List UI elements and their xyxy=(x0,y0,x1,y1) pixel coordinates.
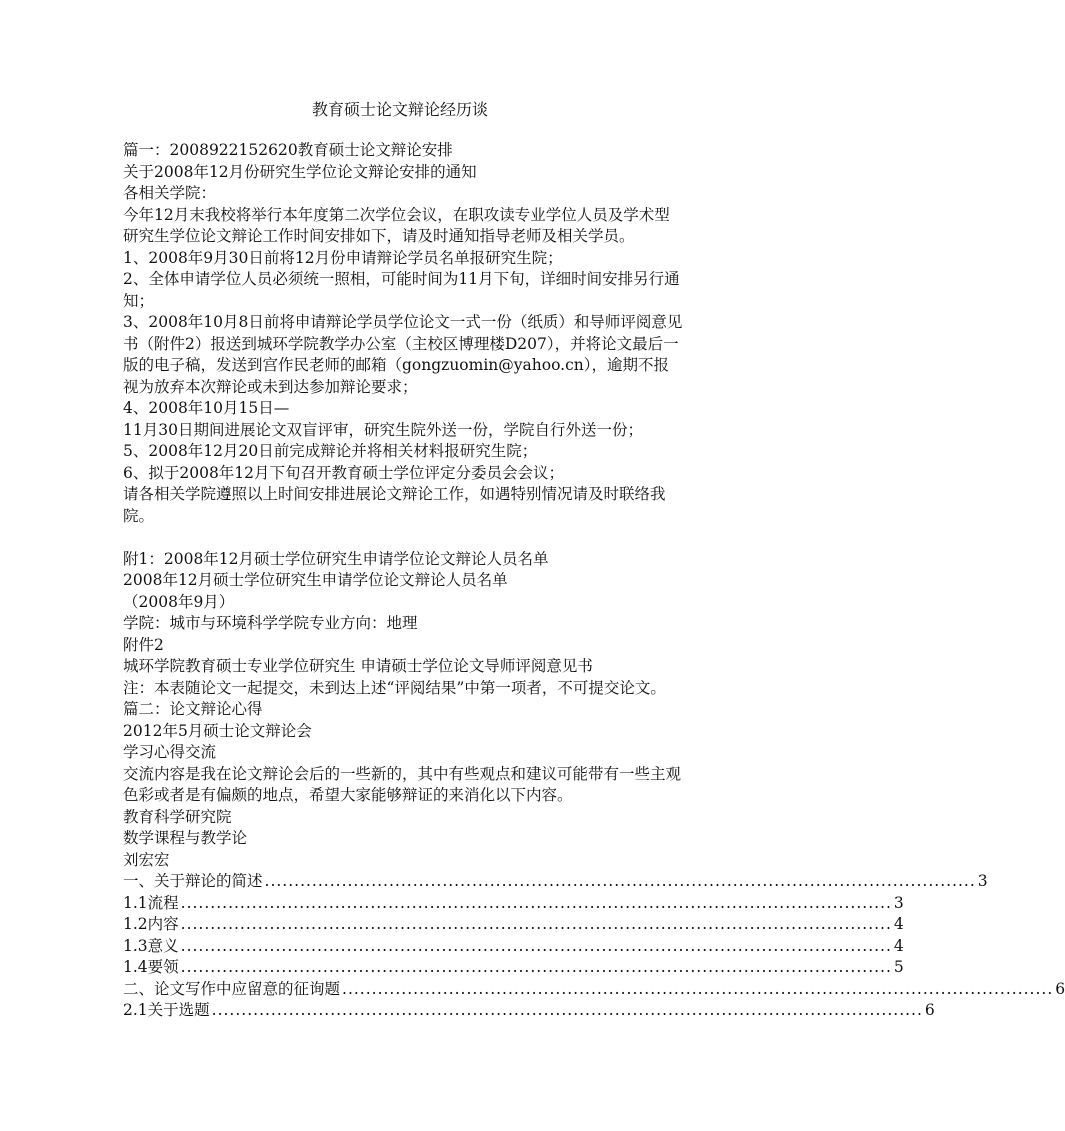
toc-label: 二、论文写作中应留意的征询题 xyxy=(123,979,341,998)
toc-label: 1.2内容 xyxy=(123,915,179,933)
toc-page: 5 xyxy=(893,958,904,976)
list-item-1: 1、2008年9月30日前将12月份申请辩论学员名单报研究生院； xyxy=(123,248,563,267)
notice-title: 关于2008年12月份研究生学位论文辩论安排的通知 xyxy=(123,162,477,181)
salutation: 各相关学院： xyxy=(123,184,217,202)
attachment-1-school: 学院：城市与环境科学学院专业方向：地理 xyxy=(123,614,418,632)
institution: 教育科学研究院 xyxy=(123,807,232,826)
part2-paragraph: 交流内容是我在论文辩论会后的一些新的，其中有些观点和建议可能带有一些主观色彩或者是有偏颇的地点，希望大家能够辩证的来消化以下内容。 xyxy=(123,764,682,804)
toc-page: 4 xyxy=(893,915,904,933)
toc-entry xyxy=(123,957,904,979)
attachment-2-note: 注：本表随论文一起提交，未到达上述“评阅结果”中第一项者，不可提交论文。 xyxy=(123,678,666,697)
document-title: 教育硕士论文辩论经历谈 xyxy=(311,100,488,119)
toc-page: 6 xyxy=(1055,979,1065,998)
major: 数学课程与教学论 xyxy=(123,829,248,847)
author: 刘宏宏 xyxy=(123,850,170,869)
toc-leader: ........................................................................................................................ xyxy=(342,979,1054,998)
list-item-2: 2、全体申请学位人员必须统一照相，可能时间为11月下旬，详细时间安排另行通知； xyxy=(123,270,680,310)
part2-heading: 篇二：论文辩论心得 xyxy=(123,700,263,718)
toc-entry xyxy=(123,914,904,936)
toc-leader: ........................................................................................................................ xyxy=(264,872,976,890)
toc-leader: ........................................................................................................................ xyxy=(180,958,892,976)
toc-label: 1.3意义 xyxy=(123,936,179,955)
attachment-2-title: 城环学院教育硕士专业学位研究生 申请硕士学位论文导师评阅意见书 xyxy=(123,657,593,675)
attachment-1-title: 2008年12月硕士学位研究生申请学位论文辩论人员名单 xyxy=(123,571,508,589)
toc-label: 1.1流程 xyxy=(123,893,179,912)
intro-paragraph: 今年12月末我校将举行本年度第二次学位会议，在职攻读专业学位人员及学术型研究生学位论文辩论工作时间安排如下，请及时通知指导老师及相关学员。 xyxy=(123,205,670,245)
part2-subtitle-1: 2012年5月硕士论文辩论会 xyxy=(123,721,312,740)
attachment-1-date: （2008年9月） xyxy=(123,592,235,611)
attachment-2: 附件2 xyxy=(123,635,164,654)
toc-entry xyxy=(123,893,904,915)
toc-label: 1.4要领 xyxy=(123,958,179,976)
toc-entry xyxy=(123,871,988,893)
toc-page: 6 xyxy=(924,1001,935,1019)
list-item-3: 3、2008年10月8日前将申请辩论学员学位论文一式一份（纸质）和导师评阅意见书（附件2）报送到城环学院教学办公室（主校区博理楼D207），并将论文最后一版的电子稿，发送到宫作民老师的邮箱（gongzuomin@yahoo.cn），逾期不报视为放弃本次辩论或未到达参加辩论要求； xyxy=(123,313,683,396)
toc-leader: ........................................................................................................................ xyxy=(180,936,892,955)
toc-leader: ........................................................................................................................ xyxy=(180,915,892,933)
toc-leader: ........................................................................................................................ xyxy=(180,893,892,912)
list-item-5: 5、2008年12月20日前完成辩论并将相关材料报研究生院； xyxy=(123,442,538,460)
toc-leader: ........................................................................................................................ xyxy=(211,1001,923,1019)
toc-page: 4 xyxy=(893,936,904,955)
part1-heading: 篇一：2008922152620教育硕士论文辩论安排 xyxy=(123,141,453,159)
toc-label: 2.1关于选题 xyxy=(123,1001,210,1019)
part2-subtitle-2: 学习心得交流 xyxy=(123,743,217,761)
list-item-4b: 11月30日期间进展论文双盲评审，研究生院外送一份，学院自行外送一份； xyxy=(123,420,643,439)
toc-page: 3 xyxy=(893,893,904,912)
attachment-1: 附1：2008年12月硕士学位研究生申请学位论文辩论人员名单 xyxy=(123,549,549,568)
toc-entry xyxy=(123,936,904,958)
document-body xyxy=(123,140,1065,1022)
list-item-4a: 4、2008年10月15日— xyxy=(123,399,290,417)
toc-entry xyxy=(123,979,1065,1001)
toc-label: 一、关于辩论的简述 xyxy=(123,872,263,890)
blank-line xyxy=(123,527,683,549)
toc-entry xyxy=(123,1000,935,1022)
list-item-6: 6、拟于2008年12月下旬召开教育硕士学位评定分委员会会议； xyxy=(123,463,565,482)
closing-paragraph: 请各相关学院遵照以上时间安排进展论文辩论工作，如遇特别情况请及时联络我院。 xyxy=(123,485,666,525)
toc-page: 3 xyxy=(977,872,988,890)
